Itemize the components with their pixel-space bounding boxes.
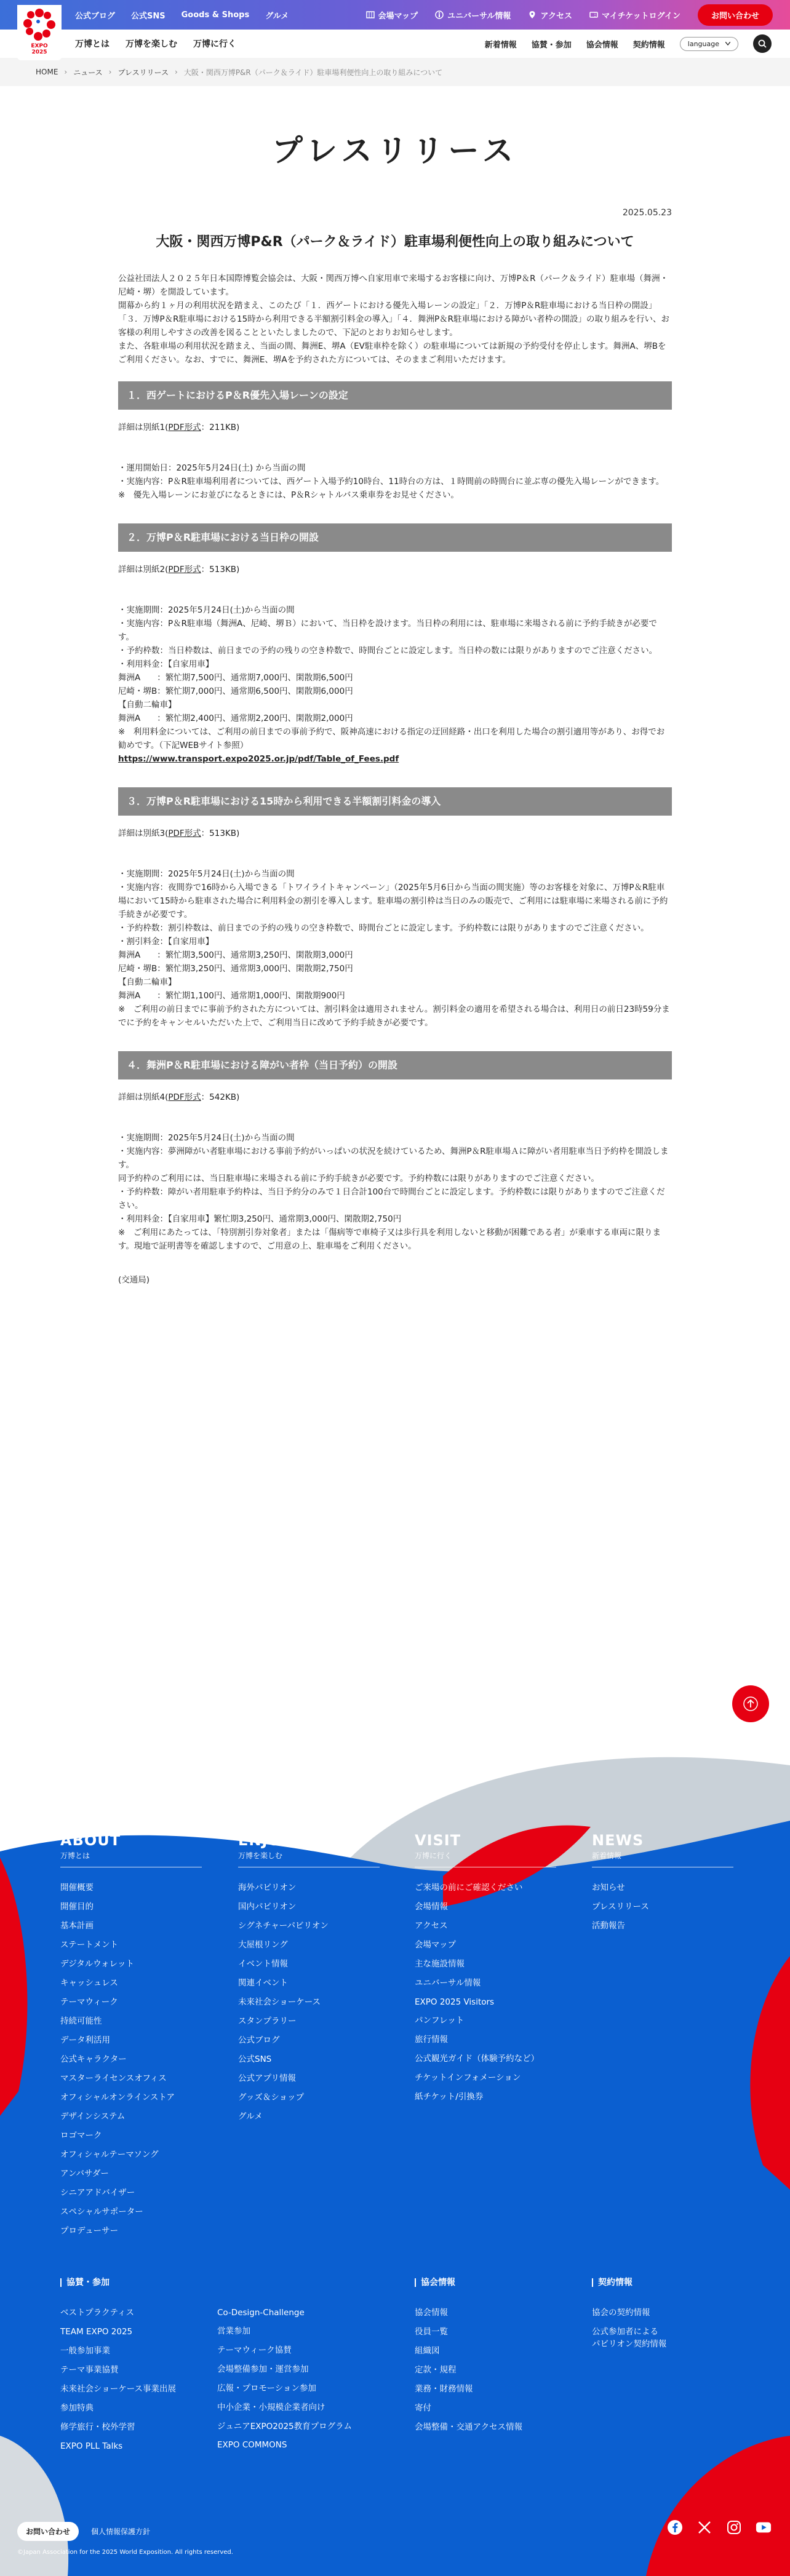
- footer-link[interactable]: アンバサダー: [60, 2169, 109, 2179]
- footer-link[interactable]: 持続可能性: [60, 2016, 102, 2026]
- pdf-attachment-line: [118, 563, 672, 576]
- section-heading: １．西ゲートにおけるP＆R優先入場レーンの設定: [118, 381, 672, 410]
- footer-link[interactable]: デザインシステム: [60, 2112, 126, 2121]
- access-link[interactable]: [528, 9, 572, 21]
- section-line: ※ ご利用にあたっては、「特別割引券対象者」または「傷病等で車椅子又は歩行具を利用しないと移動が困難である者」が乗車する車両に限ります。現地で証明書等を確認しますので、ご用意の上、駐車場をご利用ください。: [118, 1228, 661, 1251]
- pdf-prefix: 詳細は別紙1(: [118, 423, 169, 432]
- pdf-size: ：211KB): [201, 423, 240, 432]
- footer-link[interactable]: 一般参加事業: [60, 2346, 110, 2356]
- footer-link[interactable]: ロゴマーク: [60, 2131, 102, 2141]
- article-body: [118, 272, 672, 1287]
- footer-link[interactable]: スタンプラリー: [238, 2016, 297, 2026]
- breadcrumb-separator: ›: [64, 68, 68, 76]
- section-line: 舞洲A ：繁忙期2,400円、通常期2,200円、閑散期2,000円: [118, 714, 353, 723]
- footer-link[interactable]: シグネチャーパビリオン: [238, 1921, 329, 1931]
- footer-link[interactable]: 協会の契約情報: [592, 2308, 650, 2318]
- footer-link[interactable]: ベストプラクティス: [60, 2308, 135, 2318]
- footer-col-subtitle: 万博に行く: [415, 1850, 556, 1867]
- footer-link[interactable]: 会場情報: [415, 1902, 448, 1912]
- breadcrumb-separator: ›: [108, 68, 112, 76]
- intro-paragraph: 開幕から約１ヶ月の利用状況を踏まえ、このたび「１．西ゲートにおける優先入場レーンの設定」「２．万博P＆R駐車場における当日枠の開設」「３．万博P＆R駐車場における15時から利用できる半額割引料金の導入」「４．舞洲P＆R駐車場における障がい者枠の開設」の取り組みを行い、お客様の利用しやすさの改善を図ることといたしましたので、下記のとおりお知らせします。: [118, 301, 669, 338]
- footer-col-visit: [415, 1832, 556, 2107]
- footer-link[interactable]: 活動報告: [592, 1921, 625, 1931]
- section-line: 尼崎・堺B：繁忙期7,000円、通常期6,500円、閑散期6,000円: [118, 686, 353, 696]
- footer-bottom-links: [17, 2522, 150, 2541]
- footer-link[interactable]: 役員一覧: [415, 2327, 448, 2337]
- pdf-size: ：513KB): [201, 829, 240, 838]
- youtube-icon[interactable]: [756, 2519, 772, 2535]
- footer-link[interactable]: 協会情報: [415, 2308, 448, 2318]
- footer-link[interactable]: グッズ＆ショップ: [238, 2093, 305, 2102]
- footer-link[interactable]: 修学旅行・校外学習: [60, 2422, 135, 2432]
- footer-col-title: NEWS: [592, 1832, 644, 1849]
- pdf-prefix: 詳細は別紙4(: [118, 1092, 169, 1102]
- contact-button[interactable]: お問い合わせ: [698, 4, 773, 26]
- footer-link[interactable]: 大屋根リング: [238, 1940, 288, 1950]
- section-line: ・実施内容：夜間券で16時から入場できる「トワイライトキャンペーン」（2025年5月6日から当面の間実施）等のお客様を対象に、万博P＆R駐車場において15時から駐車された場合に利用料金の割引を導入します。駐車場の割引枠は当日のみの販売で、ご利用には駐車場に来場される前に予約手続きが必要です。: [118, 883, 668, 920]
- section-line: ※ 優先入場レーンにお並びになるときには、P＆Rシャトルバス乗車券をお見せください。: [118, 490, 459, 500]
- section-line: 舞洲A ：繁忙期1,100円、通常期1,000円、閑散期900円: [118, 991, 345, 1001]
- pdf-attachment-line: [118, 421, 672, 434]
- footer-link[interactable]: データ利活用: [60, 2035, 110, 2045]
- footer-link[interactable]: 公式ブログ: [238, 2035, 280, 2045]
- footer-link[interactable]: プレスリリース: [592, 1902, 649, 1912]
- footer-col-about: [60, 1832, 202, 2241]
- footer-link[interactable]: 旅行情報: [415, 2035, 448, 2045]
- footer-link[interactable]: 未来社会ショーケース事業出展: [60, 2384, 177, 2394]
- ticket-icon: [589, 10, 598, 19]
- instagram-icon[interactable]: [726, 2519, 742, 2535]
- nav-association[interactable]: 協会情報: [586, 40, 618, 50]
- footer-link[interactable]: マスターライセンスオフィス: [60, 2073, 167, 2083]
- section-heading: ２．万博P＆R駐車場における当日枠の開設: [118, 523, 672, 552]
- footer-link[interactable]: EXPO COMMONS: [217, 2440, 287, 2450]
- footer-contact-button[interactable]: お問い合わせ: [17, 2522, 79, 2541]
- nav-enjoy[interactable]: 万博を楽しむ: [126, 39, 177, 49]
- footer-link[interactable]: 海外パビリオン: [238, 1883, 297, 1893]
- pdf-attachment-line: [118, 1091, 672, 1104]
- breadcrumb-press[interactable]: プレスリリース: [118, 68, 169, 77]
- section-line: ・実施内容：P＆R駐車場（舞洲A、尼崎、堺Ｂ）において、当日枠を設けます。当日枠の利用には、駐車場に来場される前に予約手続きが必要です。: [118, 619, 657, 642]
- section-line: 舞洲A ：繁忙期3,500円、通常期3,250円、閑散期3,000円: [118, 950, 353, 960]
- top-bar: [0, 0, 790, 30]
- top-right-links: [366, 0, 773, 30]
- footer-link[interactable]: 基本計画: [60, 1921, 94, 1931]
- section-line: ・実施内容：夢洲障がい者駐車場における事前予約がいっぱいの状況を続けているため、舞洲P＆R駐車場Ａに障がい者用駐車当日予約枠を開設します。: [118, 1147, 669, 1170]
- section-line: ・予約枠数：当日枠数は、前日までの予約の残りの空き枠数で、時間台ごとに設定します。当日枠の数には限りがありますのでご注意ください。: [118, 646, 658, 656]
- footer-link[interactable]: テーマウィーク協賛: [217, 2345, 292, 2355]
- map-icon: [366, 10, 375, 19]
- nav-news[interactable]: 新着情報: [484, 40, 517, 50]
- footer-link[interactable]: チケットインフォメーション: [415, 2073, 521, 2083]
- section-line: ・実施期間：2025年5月24日(土)から当面の間: [118, 1133, 295, 1143]
- social-links: [667, 2519, 772, 2535]
- footer-link[interactable]: パンフレット: [415, 2016, 465, 2025]
- footer-link[interactable]: デジタルウォレット: [60, 1959, 135, 1969]
- footer-col-title: VISIT: [415, 1832, 461, 1849]
- language-label: language: [687, 39, 719, 48]
- privacy-policy-link[interactable]: 個人情報保護方針: [91, 2527, 151, 2536]
- pdf-prefix: 詳細は別紙3(: [118, 829, 169, 838]
- footer-col-news: [592, 1832, 733, 1936]
- pdf-size: ：542KB): [201, 1092, 240, 1102]
- pdf-link[interactable]: PDF形式: [168, 565, 201, 574]
- pdf-attachment-line: [118, 827, 672, 840]
- footer-col-subtitle: 新着情報: [592, 1850, 733, 1867]
- footer-link[interactable]: 国内パビリオン: [238, 1902, 297, 1912]
- footer-link[interactable]: EXPO 2025 Visitors: [415, 1997, 495, 2007]
- footer-link[interactable]: 関連イベント: [238, 1978, 288, 1988]
- footer-sec-association: 協会情報: [415, 2276, 455, 2288]
- section-line: ・予約枠数：割引枠数は、前日までの予約の残りの空き枠数で、時間台ごとに設定します。予約枠数には限りがありますのでご注意ください。: [118, 923, 649, 933]
- universal-icon: [435, 10, 444, 19]
- page-top-button[interactable]: [732, 1685, 769, 1722]
- my-ticket-link[interactable]: [589, 9, 680, 21]
- intro-paragraph: 公益社団法人２０２５年日本国際博覧会協会は、大阪・関西万博へ自家用車で来場するお客様に向け、万博P＆R（パーク＆ライド）駐車場（舞洲・尼崎・堺）を開設しています。: [118, 274, 669, 297]
- nav-contract[interactable]: 契約情報: [632, 40, 665, 50]
- top-link-sns[interactable]: 公式SNS: [131, 11, 166, 21]
- footer-link[interactable]: 組織図: [415, 2346, 440, 2356]
- footer-link[interactable]: プロデューサー: [60, 2226, 119, 2236]
- breadcrumb-current: 大阪・関西万博P&R（パーク＆ライド）駐車場利便性向上の取り組みについて: [183, 68, 443, 77]
- footer-link[interactable]: 会場マップ: [415, 1940, 456, 1950]
- universal-label: ユニバーサル情報: [447, 11, 511, 21]
- pdf-link[interactable]: PDF形式: [168, 829, 201, 838]
- footer-col-subtitle: 万博を楽しむ: [238, 1850, 380, 1867]
- section-line: 【自動二輪車】: [118, 977, 177, 987]
- footer-link[interactable]: グルメ: [238, 2112, 263, 2121]
- search-button[interactable]: [753, 34, 772, 53]
- breadcrumb: [0, 58, 790, 86]
- venue-map-label: 会場マップ: [378, 11, 418, 21]
- section-line: ・割引料金：【自家用車】: [118, 937, 214, 947]
- arrow-up-icon: [743, 1696, 759, 1712]
- expo-logo-mark: [23, 9, 55, 41]
- footer-link[interactable]: EXPO PLL Talks: [60, 2441, 123, 2451]
- footer-link[interactable]: TEAM EXPO 2025: [60, 2327, 133, 2337]
- footer-link[interactable]: お知らせ: [592, 1883, 625, 1893]
- section-heading: ４．舞洲P＆R駐車場における障がい者枠（当日予約）の開設: [118, 1051, 672, 1079]
- section-line: ・運用開始日：2025年5月24日(土) から当面の間: [118, 463, 306, 473]
- footer-sec-participation: 協賛・参加: [60, 2276, 110, 2288]
- article-date: 2025.05.23: [622, 208, 672, 218]
- footer-link[interactable]: 開催目的: [60, 1902, 94, 1912]
- section-heading: ３．万博P＆R駐車場における15時から利用できる半額割引料金の導入: [118, 787, 672, 816]
- footer-col-title: ENJOY: [238, 1832, 292, 1849]
- footer-link[interactable]: 未来社会ショーケース: [238, 1997, 321, 2007]
- footer-link[interactable]: 寄付: [415, 2403, 431, 2413]
- section-line: ・予約枠数：障がい者用駐車予約枠は、当日予約分のみで１日合計100台で時間台ごとに設定します。予約枠数には限りがありますのでご注意ください。: [118, 1187, 665, 1210]
- footer-link[interactable]: オフィシャルオンラインストア: [60, 2093, 175, 2102]
- pdf-link[interactable]: PDF形式: [168, 1092, 201, 1102]
- footer-sec-contract: 契約情報: [592, 2276, 632, 2288]
- footer-link[interactable]: イベント情報: [238, 1959, 288, 1969]
- footer-link[interactable]: 公式観光ガイド（体験予約など）: [415, 2054, 540, 2064]
- top-link-goods[interactable]: Goods & Shops: [181, 10, 250, 20]
- section-line: ・実施期間：2025年5月24日(土)から当面の間: [118, 869, 295, 879]
- section-line: 舞洲A ：繁忙期7,500円、通常期7,000円、閑散期6,500円: [118, 673, 353, 683]
- footer-link[interactable]: 会場整備・交通アクセス情報: [415, 2422, 523, 2432]
- footer-link[interactable]: キャッシュレス: [60, 1978, 118, 1988]
- footer-link[interactable]: テーマウィーク: [60, 1997, 118, 2007]
- footer-col-subtitle: 万博とは: [60, 1850, 202, 1867]
- facebook-icon[interactable]: [667, 2519, 683, 2535]
- breadcrumb-news[interactable]: ニュース: [73, 68, 103, 77]
- search-icon: [758, 39, 767, 48]
- footer: [0, 1747, 790, 2576]
- main-nav: [0, 30, 790, 58]
- section-line: 同予約枠のご利用には、当日駐車場に来場される前に予約手続きが必要です。予約枠数には限りがありますのでご注意ください。: [118, 1174, 599, 1183]
- language-select[interactable]: [680, 37, 738, 51]
- footer-link[interactable]: Co-Design-Challenge: [217, 2308, 305, 2318]
- footer-link[interactable]: 広報・プロモーション参加: [217, 2383, 316, 2393]
- footer-link[interactable]: 業務・財務情報: [415, 2384, 473, 2394]
- top-link-gourmet[interactable]: グルメ: [265, 11, 289, 21]
- pdf-size: ：513KB): [201, 565, 240, 574]
- footer-link[interactable]: 参加特典: [60, 2403, 94, 2413]
- footer-link[interactable]: 公式キャラクター: [60, 2054, 127, 2064]
- section-line: ・利用料金：【自家用車】繁忙期3,250円、通常期3,000円、閑散期2,750円: [118, 1214, 402, 1224]
- top-links: [75, 0, 289, 30]
- footer-link[interactable]: 中小企業・小規模企業者向け: [217, 2403, 325, 2412]
- intro-paragraph: また、各駐車場の利用状況を踏まえ、当面の間、舞洲E、堺A（EV駐車枠を除く）の駐車場については新規の予約受付を停止します。舞洲A、堺Bをご利用ください。なお、すでに、舞洲E、堺Aを予約された方については、そのままご利用いただけます。: [118, 341, 666, 365]
- universal-link[interactable]: [435, 9, 511, 21]
- pdf-prefix: 詳細は別紙2(: [118, 565, 169, 574]
- nav-participation[interactable]: 協賛・参加: [531, 40, 572, 50]
- section-line: ※ ご利用の前日までに事前予約された方については、割引料金は適用されません。割引料金の適用を希望される場合は、利用日の前日23時59分までに予約をキャンセルいただいた上で、ご利用当日に改めて予約手続きが必要です。: [118, 1004, 670, 1028]
- chevron-down-icon: [725, 42, 730, 46]
- footer-link[interactable]: ジュニアEXPO2025教育プログラム: [217, 2422, 352, 2431]
- footer-link[interactable]: スペシャルサポーター: [60, 2207, 143, 2217]
- footer-link[interactable]: 公式SNS: [238, 2054, 272, 2064]
- footer-link[interactable]: 紙チケット/引換券: [415, 2092, 484, 2102]
- access-label: アクセス: [540, 11, 573, 21]
- footer-link[interactable]: ユニバーサル情報: [415, 1978, 481, 1988]
- footer-link[interactable]: ご来場の前にご確認ください: [415, 1883, 523, 1893]
- footer-link[interactable]: ステートメント: [60, 1940, 119, 1950]
- footer-link[interactable]: 定款・規程: [415, 2365, 457, 2375]
- breadcrumb-home[interactable]: HOME: [36, 68, 58, 76]
- footer-link[interactable]: 公式参加者による パビリオン契約情報: [592, 2327, 667, 2349]
- fee-table-link[interactable]: https://www.transport.expo2025.or.jp/pdf/Table_of_Fees.pdf: [118, 754, 399, 764]
- venue-map-link[interactable]: [366, 9, 418, 21]
- section-line: ・実施内容：P＆R駐車場利用者については、西ゲート入場予約10時台、11時台の方は、１時間前の時間台に並ぶ専の優先入場レーンができます。: [118, 477, 664, 487]
- nav-visit[interactable]: 万博に行く: [193, 39, 236, 49]
- pdf-link[interactable]: PDF形式: [168, 423, 201, 432]
- article-title: 大阪・関西万博P&R（パーク＆ライド）駐車場利便性向上の取り組みについて: [156, 234, 634, 250]
- footer-link[interactable]: アクセス: [415, 1921, 448, 1931]
- section-line: 【自動二輪車】: [118, 700, 177, 710]
- footer-link[interactable]: 営業参加: [217, 2326, 250, 2336]
- closing-note: (交通局): [118, 1275, 150, 1285]
- section-line: ※ 利用料金については、ご利用の前日までの事前予約で、阪神高速における指定の迂回経路・出口を利用した場合の割引適用等があり、お得でお勧めです。（下記WEBサイト参照）: [118, 727, 665, 750]
- my-ticket-label: マイチケットログイン: [602, 11, 680, 21]
- expo-logo-text: EXPO 2025: [31, 43, 48, 55]
- footer-link[interactable]: 開催概要: [60, 1883, 94, 1893]
- footer-link[interactable]: 公式アプリ情報: [238, 2073, 296, 2083]
- section-line: 尼崎・堺B：繁忙期3,250円、通常期3,000円、閑散期2,750円: [118, 964, 353, 974]
- footer-link[interactable]: 会場整備参加・運営参加: [217, 2364, 309, 2374]
- pin-icon: [528, 10, 537, 19]
- footer-link[interactable]: 主な施設情報: [415, 1959, 465, 1969]
- top-link-blog[interactable]: 公式ブログ: [75, 11, 116, 21]
- x-icon[interactable]: [696, 2519, 712, 2535]
- footer-col-enjoy: [238, 1832, 380, 2126]
- section-line: ・実施期間：2025年5月24日(土)から当面の間: [118, 605, 295, 615]
- nav-about[interactable]: 万博とは: [75, 39, 110, 49]
- footer-link[interactable]: オフィシャルテーマソング: [60, 2150, 159, 2160]
- section-line: ・利用料金：【自家用車】: [118, 659, 214, 669]
- footer-link[interactable]: シニアアドバイザー: [60, 2188, 135, 2198]
- page-title: プレスリリース: [272, 133, 518, 169]
- footer-link[interactable]: テーマ事業協賛: [60, 2365, 119, 2375]
- copyright: ©Japan Association for the 2025 World Exposition. All rights reserved.: [17, 2549, 233, 2556]
- expo-logo[interactable]: [17, 5, 62, 60]
- breadcrumb-separator: ›: [175, 68, 178, 76]
- footer-col-title: ABOUT: [60, 1832, 121, 1849]
